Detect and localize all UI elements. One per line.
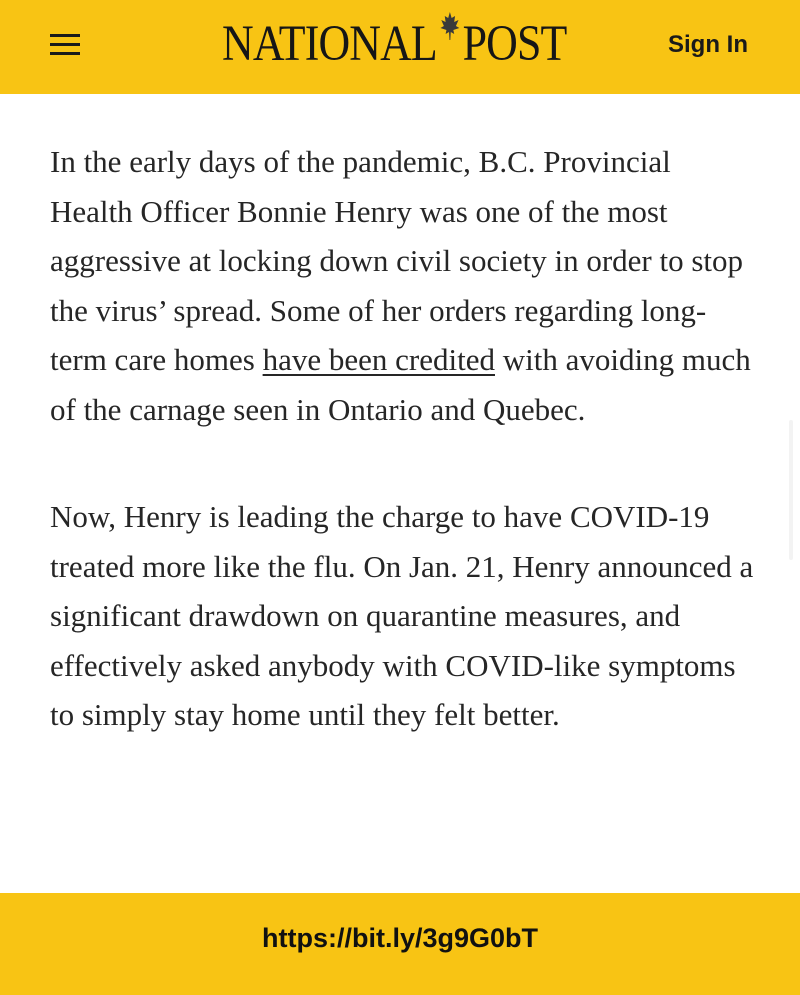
scrollbar[interactable] bbox=[789, 420, 793, 560]
logo-text-post: POST bbox=[462, 16, 567, 72]
paragraph-1-text-start: In the early days of the pandemic, B.C. Provincial Health Officer Bonnie Henry was one of the most aggressive at locking down civil society in order to stop the virus’ spread. Some of her orders regarding long-term care homes bbox=[50, 144, 744, 377]
short-link-text: https://bit.ly/3g9G0bT bbox=[261, 923, 538, 953]
logo-text-national: NATIONAL bbox=[222, 16, 437, 72]
national-post-logo[interactable] bbox=[222, 16, 566, 72]
article-paragraph-1 bbox=[50, 137, 760, 434]
maple-leaf-icon bbox=[438, 6, 462, 46]
sign-in-button[interactable]: Sign In bbox=[668, 31, 748, 58]
article-body bbox=[50, 137, 760, 740]
credited-link[interactable]: have been credited bbox=[262, 342, 495, 377]
paragraph-1-text-end: with avoiding much of the carnage seen in Ontario and Quebec. bbox=[50, 342, 751, 427]
bottom-banner bbox=[0, 893, 800, 995]
top-navigation-bar bbox=[0, 0, 800, 94]
article-paragraph-2: Now, Henry is leading the charge to have COVID-19 treated more like the flu. On Jan. 21, Henry announced a significant drawdown on quarantine measures, and effectively asked anybody with COVID-like symptoms to simply stay home until they felt better. bbox=[50, 499, 754, 732]
hamburger-menu-icon[interactable] bbox=[46, 30, 84, 60]
